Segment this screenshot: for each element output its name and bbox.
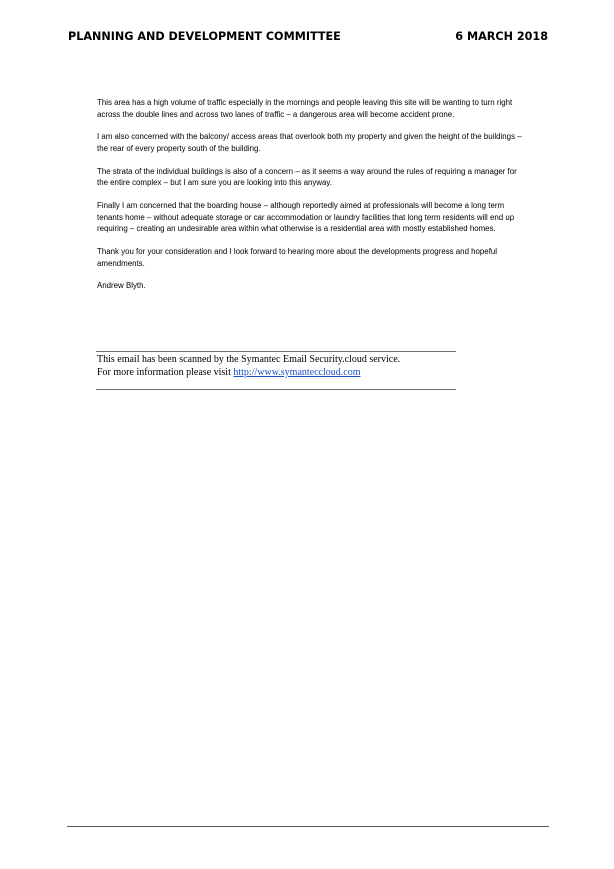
symantec-link[interactable]: http://www.symanteccloud.com — [233, 367, 361, 378]
letter-paragraph: This area has a high volume of traffic especially in the mornings and people leaving this site will be wanting to turn right across the double lines and across two lanes of traffic – a dangerous area will become accident prone. — [97, 98, 513, 119]
header-title: PLANNING AND DEVELOPMENT COMMITTEE — [68, 30, 341, 43]
letter-body — [97, 97, 527, 303]
header-date: 6 MARCH 2018 — [455, 30, 548, 43]
footer-rule — [67, 826, 549, 827]
letter-paragraph: Thank you for your consideration and I look forward to hearing more about the developments progress and hopeful amendments. — [97, 247, 498, 268]
scan-notice-prefix: For more information please visit — [97, 367, 234, 378]
notice-top-divider — [96, 351, 456, 352]
letter-signature: Andrew Blyth. — [97, 281, 146, 291]
scan-notice-link-line — [97, 366, 457, 379]
letter-paragraph: Finally I am concerned that the boarding house – although reportedly aimed at professionals will become a long term tenants home – without adequate storage or car accommodation or laundry facilities that long term residents will end up requiring – creating an undesirable area within what otherwise is a residential area with mostly established homes. — [97, 201, 515, 234]
scan-notice-line: This email has been scanned by the Symantec Email Security.cloud service. — [97, 354, 401, 365]
letter-paragraph: I am also concerned with the balcony/ access areas that overlook both my property and given the height of the buildings – the rear of every property south of the building. — [97, 132, 522, 153]
page-header — [68, 30, 548, 46]
letter-paragraph: The strata of the individual buildings is also of a concern – as it seems a way around the rules of requiring a manager for the entire complex – but I am sure you are looking into this anyway. — [97, 166, 517, 188]
notice-bottom-divider — [96, 389, 456, 390]
scan-notice — [97, 353, 457, 379]
